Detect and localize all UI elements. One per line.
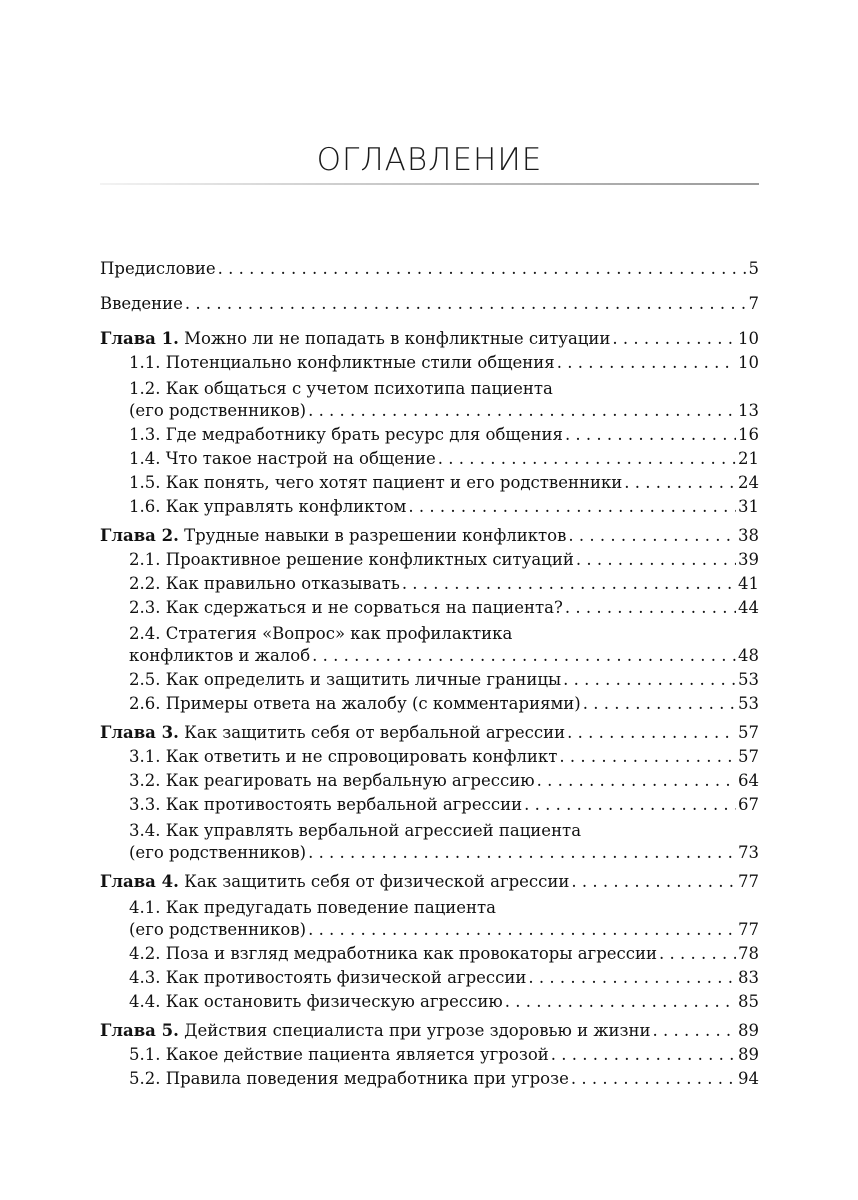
- leader-dots: [565, 424, 736, 446]
- toc-entry-text: 1.5. Как понять, чего хотят пациент и его родственники: [129, 473, 623, 492]
- toc-entry-4-3[interactable]: [129, 967, 759, 989]
- toc-entry-text: 4.3. Как противостоять физической агрессии: [129, 968, 527, 987]
- toc-entry-chapter-4[interactable]: [100, 871, 759, 893]
- toc-entry-text: 2.2. Как правильно отказывать: [129, 574, 400, 593]
- leader-dots: [408, 496, 736, 518]
- toc-page-number: 85: [738, 992, 759, 1011]
- toc-entry-text-line1: 2.4. Стратегия «Вопрос» как профилактика: [129, 624, 513, 643]
- toc-entry-text: Трудные навыки в разрешении конфликтов: [178, 526, 567, 545]
- toc-entry-text: 2.6. Примеры ответа на жалобу (с комментариями): [129, 694, 581, 713]
- toc-entry-preface[interactable]: [100, 258, 759, 280]
- toc-page-number: 5: [748, 259, 759, 278]
- leader-dots: [565, 597, 736, 619]
- toc-entry-text: Введение: [100, 294, 183, 313]
- leader-dots: [524, 794, 736, 816]
- toc-entry-text: (его родственников): [129, 401, 307, 420]
- toc-entry-text: 1.1. Потенциально конфликтные стили общения: [129, 353, 555, 372]
- leader-dots: [218, 258, 747, 280]
- toc-page-number: 44: [738, 598, 759, 617]
- toc-page-number: 77: [738, 872, 759, 891]
- toc-page-number: 53: [738, 694, 759, 713]
- toc-page-number: 67: [738, 795, 759, 814]
- toc-entry-3-2[interactable]: [129, 770, 759, 792]
- toc-entry-1-2[interactable]: [129, 379, 759, 422]
- toc-entry-text: 1.3. Где медработнику брать ресурс для общения: [129, 425, 563, 444]
- toc-entry-1-4[interactable]: [129, 448, 759, 470]
- leader-dots: [653, 1020, 737, 1042]
- toc-entry-text: (его родственников): [129, 843, 307, 862]
- toc-page-number: 89: [738, 1021, 759, 1040]
- toc-entry-text: конфликтов и жалоб: [129, 646, 311, 665]
- leader-dots: [567, 722, 736, 744]
- leader-dots: [185, 293, 747, 315]
- toc-entry-2-5[interactable]: [129, 669, 759, 691]
- toc-page-number: 78: [738, 944, 759, 963]
- toc-page-number: 16: [738, 425, 759, 444]
- toc-page-number: 24: [738, 473, 759, 492]
- toc-entry-5-1[interactable]: [129, 1044, 759, 1066]
- toc-page-number: 10: [738, 353, 759, 372]
- toc-entry-text: Предисловие: [100, 259, 216, 278]
- toc-entry-3-4[interactable]: [129, 821, 759, 864]
- toc-page-number: 77: [738, 920, 759, 939]
- toc-page-number: 38: [738, 526, 759, 545]
- page-title: ОГЛАВЛЕНИЕ: [316, 142, 543, 178]
- toc-entry-text: Действия специалиста при угрозе здоровью и жизни: [178, 1021, 651, 1040]
- toc-entry-text: 4.2. Поза и взгляд медработника как провокаторы агрессии: [129, 944, 658, 963]
- title-divider: [100, 183, 759, 185]
- toc-page-number: 10: [738, 329, 759, 348]
- toc-entry-1-6[interactable]: [129, 496, 759, 518]
- toc-entry-chapter-5[interactable]: [100, 1020, 759, 1042]
- toc-page-number: 83: [738, 968, 759, 987]
- leader-dots: [624, 472, 736, 494]
- toc-entry-4-2[interactable]: [129, 943, 759, 965]
- toc-entry-text: 3.3. Как противостоять вербальной агрессии: [129, 795, 523, 814]
- leader-dots: [505, 991, 736, 1013]
- leader-dots: [571, 871, 736, 893]
- toc-entry-text: 2.1. Проактивное решение конфликтных ситуаций: [129, 550, 574, 569]
- toc-entry-text-line1: 3.4. Как управлять вербальной агрессией пациента: [129, 821, 582, 840]
- toc-page-number: 53: [738, 670, 759, 689]
- toc-entry-chapter-1[interactable]: [100, 328, 759, 350]
- toc-page-number: 64: [738, 771, 759, 790]
- toc-page-number: 48: [738, 646, 759, 665]
- toc-page-number: 7: [748, 294, 759, 313]
- toc-entry-text: Можно ли не попадать в конфликтные ситуации: [178, 329, 611, 348]
- leader-dots: [568, 525, 736, 547]
- toc-entry-text: Как защитить себя от физической агрессии: [178, 872, 570, 891]
- chapter-label: Глава 1.: [100, 329, 179, 348]
- toc-page-number: 41: [738, 574, 759, 593]
- leader-dots: [308, 842, 736, 864]
- toc-entry-2-3[interactable]: [129, 597, 759, 619]
- leader-dots: [571, 1068, 736, 1090]
- leader-dots: [576, 549, 736, 571]
- toc-entry-3-3[interactable]: [129, 794, 759, 816]
- toc-entry-text: 1.4. Что такое настрой на общение: [129, 449, 436, 468]
- toc-entry-4-4[interactable]: [129, 991, 759, 1013]
- toc-entry-1-1[interactable]: [129, 352, 759, 374]
- toc-entry-text: 2.5. Как определить и защитить личные границы: [129, 670, 562, 689]
- toc-entry-2-6[interactable]: [129, 693, 759, 715]
- leader-dots: [537, 770, 736, 792]
- chapter-label: Глава 4.: [100, 872, 179, 891]
- leader-dots: [583, 693, 736, 715]
- leader-dots: [551, 1044, 736, 1066]
- toc-entry-text: Как защитить себя от вербальной агрессии: [178, 723, 566, 742]
- toc-page-number: 57: [738, 723, 759, 742]
- toc-entry-text: 3.2. Как реагировать на вербальную агрессию: [129, 771, 535, 790]
- leader-dots: [402, 573, 736, 595]
- toc-entry-text: (его родственников): [129, 920, 307, 939]
- toc-page-number: 94: [738, 1069, 759, 1088]
- leader-dots: [308, 400, 736, 422]
- toc-entry-2-1[interactable]: [129, 549, 759, 571]
- toc-page-number: 31: [738, 497, 759, 516]
- toc-page-number: 39: [738, 550, 759, 569]
- toc-entry-chapter-2[interactable]: [100, 525, 759, 547]
- leader-dots: [438, 448, 736, 470]
- chapter-label: Глава 5.: [100, 1021, 179, 1040]
- toc-entry-text: 4.4. Как остановить физическую агрессию: [129, 992, 503, 1011]
- toc-page-number: 57: [738, 747, 759, 766]
- leader-dots: [612, 328, 736, 350]
- toc-entry-2-2[interactable]: [129, 573, 759, 595]
- toc-entry-text: 5.1. Какое действие пациента является угрозой: [129, 1045, 549, 1064]
- chapter-label: Глава 2.: [100, 526, 179, 545]
- toc-entry-5-2[interactable]: [129, 1068, 759, 1090]
- leader-dots: [312, 645, 736, 667]
- toc-page-number: 89: [738, 1045, 759, 1064]
- toc-page-number: 21: [738, 449, 759, 468]
- toc-entry-4-1[interactable]: [129, 898, 759, 941]
- toc-entry-3-1[interactable]: [129, 746, 759, 768]
- leader-dots: [557, 352, 736, 374]
- leader-dots: [563, 669, 736, 691]
- toc-entry-text: 5.2. Правила поведения медработника при угрозе: [129, 1069, 569, 1088]
- toc-entry-text-line1: 4.1. Как предугадать поведение пациента: [129, 898, 497, 917]
- toc-entry-text: 3.1. Как ответить и не спровоцировать конфликт: [129, 747, 558, 766]
- toc-entry-intro[interactable]: [100, 293, 759, 315]
- toc-entry-text: 1.6. Как управлять конфликтом: [129, 497, 407, 516]
- leader-dots: [659, 943, 736, 965]
- toc-entry-1-3[interactable]: [129, 424, 759, 446]
- leader-dots: [559, 746, 736, 768]
- toc-page-number: 13: [738, 401, 759, 420]
- toc-entry-2-4[interactable]: [129, 624, 759, 667]
- toc-page-number: 73: [738, 843, 759, 862]
- toc-entry-chapter-3[interactable]: [100, 722, 759, 744]
- leader-dots: [528, 967, 736, 989]
- toc-entry-1-5[interactable]: [129, 472, 759, 494]
- chapter-label: Глава 3.: [100, 723, 179, 742]
- toc-entry-text: 2.3. Как сдержаться и не сорваться на пациента?: [129, 598, 563, 617]
- toc-entry-text-line1: 1.2. Как общаться с учетом психотипа пациента: [129, 379, 553, 398]
- leader-dots: [308, 919, 736, 941]
